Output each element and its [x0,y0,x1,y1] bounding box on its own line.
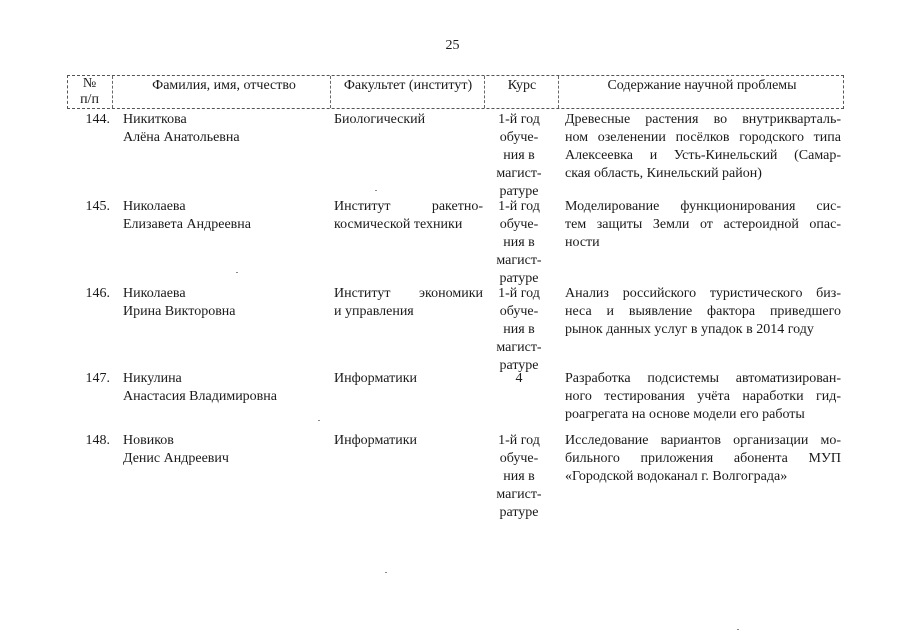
surname: Николаева [123,286,186,301]
course-line: обуче- [499,451,539,466]
row-course [487,432,551,522]
header-course: Курс [507,78,537,93]
scan-speck [318,420,320,421]
surname: Никиткова [123,112,187,127]
faculty-line: Биологический [334,112,426,127]
content-line: Анализ российского туристического биз- [565,286,841,301]
course-line: 1-й год [498,433,540,448]
scan-speck [737,629,739,630]
header-divider [330,76,331,108]
content-line: рынок данных услуг в упадок в 2014 году [565,322,814,337]
row-number: 148. [85,433,110,448]
given-names: Елизавета Андреевна [123,217,251,232]
course-line: магист- [496,253,542,268]
header-divider [112,76,113,108]
content-line: бильного приложения абонента МУП [565,451,841,466]
surname: Никулина [123,371,182,386]
row-content [565,370,841,424]
course-line: 1-й год [498,199,540,214]
content-line: Алексеевка и Усть-Кинельский (Самар- [565,148,841,163]
course-line: 4 [515,371,523,386]
course-line: ратуре [499,184,539,199]
content-line: Исследование вариантов организации мо- [565,433,841,448]
row-name [123,198,328,234]
row-course [487,111,551,201]
faculty-line: космической техники [334,217,463,232]
faculty-line: Информатики [334,433,417,448]
row-content [565,432,841,486]
content-line: «Городской водоканал г. Волгограда» [565,469,788,484]
scan-speck [236,272,238,273]
header-num [68,76,111,108]
course-line: 1-й год [498,286,540,301]
scan-speck [385,572,387,573]
row-faculty [334,432,483,450]
row-faculty [334,370,483,388]
course-line: обуче- [499,304,539,319]
page-number: 25 [445,38,460,53]
row-faculty [334,285,483,321]
content-line: Моделирование функционирования сис- [565,199,841,214]
row-name [123,111,328,147]
row-number: 147. [85,371,110,386]
course-line: 1-й год [498,112,540,127]
course-line: ратуре [499,271,539,286]
row-course [487,198,551,288]
content-line: Древесные растения во внутрикварталь- [565,112,841,127]
row-content [565,198,841,252]
given-names: Анастасия Владимировна [123,389,277,404]
surname: Новиков [123,433,174,448]
given-names: Денис Андреевич [123,451,229,466]
scan-speck [375,190,377,191]
given-names: Алёна Анатольевна [123,130,240,145]
course-line: ратуре [499,358,539,373]
content-line: ном озеленении посёлков городского типа [565,130,841,145]
header-divider [484,76,485,108]
faculty-line: и управления [334,304,414,319]
course-line: ратуре [499,505,539,520]
header-num-line1: № [82,76,97,91]
faculty-line: Информатики [334,371,417,386]
row-course [487,370,551,388]
row-faculty [334,111,483,129]
course-line: обуче- [499,217,539,232]
header-divider [558,76,559,108]
course-line: обуче- [499,130,539,145]
course-line: ния в [503,148,535,163]
row-name [123,432,328,468]
course-line: магист- [496,340,542,355]
row-number: 144. [85,112,110,127]
row-faculty [334,198,483,234]
content-line: ская область, Кинельский район) [565,166,762,181]
faculty-line: Институт ракетно- [334,199,483,214]
row-content [565,285,841,339]
course-line: магист- [496,487,542,502]
header-name: Фамилия, имя, отчество [152,78,296,93]
row-number: 145. [85,199,110,214]
faculty-line: Институт экономики [334,286,483,301]
course-line: магист- [496,166,542,181]
header-faculty: Факультет (институт) [343,78,473,93]
content-line: Разработка подсистемы автоматизирован- [565,371,841,386]
course-line: ния в [503,469,535,484]
header-content: Содержание научной проблемы [607,78,797,93]
course-line: ния в [503,235,535,250]
table-header [67,75,844,109]
content-line: ного тестирования учёта наработки гид- [565,389,841,404]
row-name [123,285,328,321]
surname: Николаева [123,199,186,214]
content-line: ности [565,235,600,250]
row-content [565,111,841,183]
given-names: Ирина Викторовна [123,304,236,319]
row-number: 146. [85,286,110,301]
row-name [123,370,328,406]
header-num-line2: п/п [80,92,99,107]
row-course [487,285,551,375]
content-line: роагрегата на основе модели его работы [565,407,805,422]
course-line: ния в [503,322,535,337]
content-line: неса и выявление фактора приведшего [565,304,841,319]
content-line: тем защиты Земли от астероидной опас- [565,217,841,232]
